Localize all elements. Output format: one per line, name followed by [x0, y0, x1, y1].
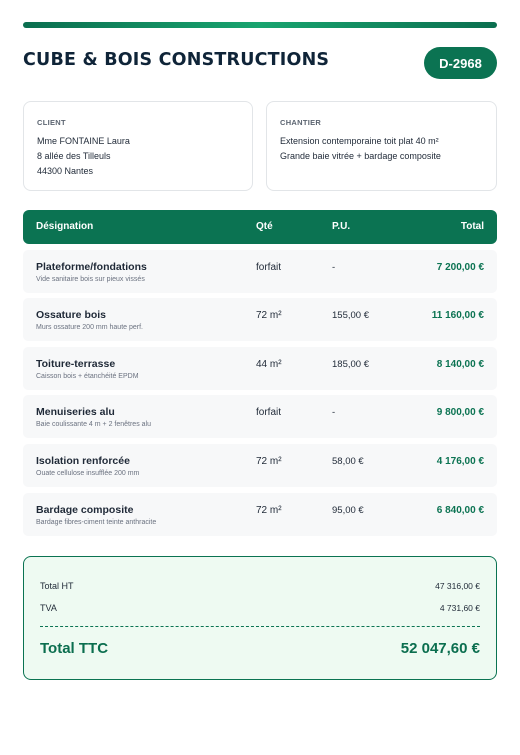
row-qty: forfait — [256, 407, 282, 418]
row-description: Ouate cellulose insufflée 200 mm — [36, 470, 140, 477]
row-name: Isolation renforcée — [36, 455, 130, 467]
total-ttc-label: Total TTC — [40, 640, 109, 657]
row-total: 7 200,00 € — [436, 262, 484, 273]
row-description: Baie coulissante 4 m + 2 fenêtres alu — [36, 421, 151, 428]
client-label: CLIENT — [37, 118, 66, 127]
tva-value: 4 731,60 € — [439, 603, 480, 613]
site-line-1: Extension contemporaine toit plat 40 m² — [280, 136, 439, 146]
table-header — [23, 210, 497, 244]
table-row — [23, 298, 497, 341]
row-total: 4 176,00 € — [436, 456, 484, 467]
tva-label: TVA — [40, 603, 57, 613]
row-total: 6 840,00 € — [436, 505, 484, 516]
row-name: Plateforme/fondations — [36, 261, 147, 273]
row-name: Toiture-terrasse — [36, 358, 116, 370]
row-name: Bardage composite — [36, 504, 134, 516]
row-qty: 72 m² — [256, 505, 282, 516]
table-row — [23, 444, 497, 487]
total-ht-value: 47 316,00 € — [435, 581, 480, 591]
client-city: 44300 Nantes — [37, 166, 94, 176]
totals-summary — [23, 556, 497, 680]
row-unit-price: - — [332, 407, 336, 418]
total-ttc-value: 52 047,60 € — [400, 640, 480, 657]
table-row — [23, 395, 497, 438]
header-pu: P.U. — [332, 221, 351, 232]
row-qty: 44 m² — [256, 359, 282, 370]
row-qty: forfait — [256, 262, 282, 273]
row-qty: 72 m² — [256, 310, 282, 321]
table-row — [23, 493, 497, 536]
client-card — [23, 101, 253, 191]
row-name: Menuiseries alu — [36, 406, 115, 418]
table-row — [23, 347, 497, 390]
top-accent-bar — [23, 22, 497, 28]
table-row — [23, 250, 497, 293]
client-street: 8 allée des Tilleuls — [37, 151, 111, 161]
row-unit-price: - — [332, 262, 336, 273]
row-description: Vide sanitaire bois sur pieux vissés — [36, 276, 145, 283]
row-unit-price: 185,00 € — [332, 359, 369, 370]
row-unit-price: 58,00 € — [332, 456, 364, 467]
row-unit-price: 95,00 € — [332, 505, 364, 516]
row-name: Ossature bois — [36, 309, 107, 321]
site-line-2: Grande baie vitrée + bardage composite — [280, 151, 441, 161]
header-designation: Désignation — [36, 221, 94, 232]
total-ht-label: Total HT — [40, 581, 74, 591]
company-name: CUBE & BOIS CONSTRUCTIONS — [23, 50, 330, 70]
site-label: CHANTIER — [280, 118, 322, 127]
site-card — [266, 101, 497, 191]
document-number-badge: D-2968 — [424, 47, 497, 79]
row-description: Murs ossature 200 mm haute perf. — [36, 324, 143, 331]
row-description: Bardage fibres-ciment teinte anthracite — [36, 519, 157, 526]
dashed-divider — [40, 626, 480, 627]
row-description: Caisson bois + étanchéité EPDM — [36, 373, 139, 380]
row-unit-price: 155,00 € — [332, 310, 369, 321]
header-qty: Qté — [256, 221, 273, 232]
client-name: Mme FONTAINE Laura — [37, 136, 130, 146]
row-qty: 72 m² — [256, 456, 282, 467]
row-total: 11 160,00 € — [431, 310, 484, 321]
header-total: Total — [460, 221, 484, 232]
row-total: 8 140,00 € — [436, 359, 484, 370]
row-total: 9 800,00 € — [436, 407, 484, 418]
